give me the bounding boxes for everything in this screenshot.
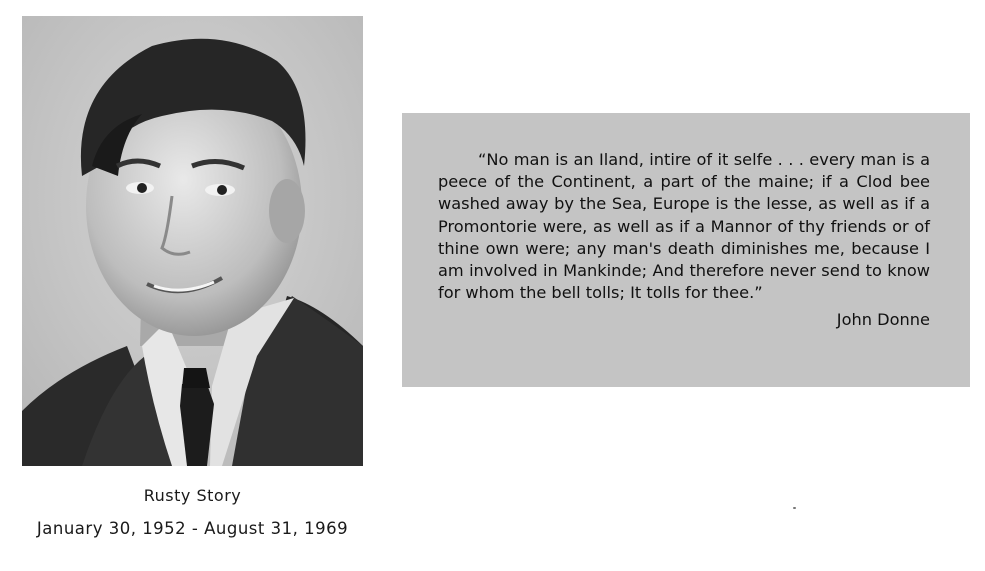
quote-author: John Donne [836,310,930,330]
quote-text: “No man is an Iland, intire of it selfe . . . every man is a peece of the Continent, a part of the maine; if a Clod bee washed away by the Sea, Europe is the lesse, as well as if a Promontorie were, as well as if a Mannor of thy friends or of thine own were; any man's death diminishes me, because I am involved in Mankinde; And therefore never send to know for whom the bell tolls; It tolls for thee.” [438,150,930,303]
quote-panel [402,113,970,387]
portrait-photo [22,16,363,466]
life-dates: January 30, 1952 - August 31, 1969 [36,519,349,538]
person-name: Rusty Story [143,486,242,505]
print-speck [793,507,796,509]
